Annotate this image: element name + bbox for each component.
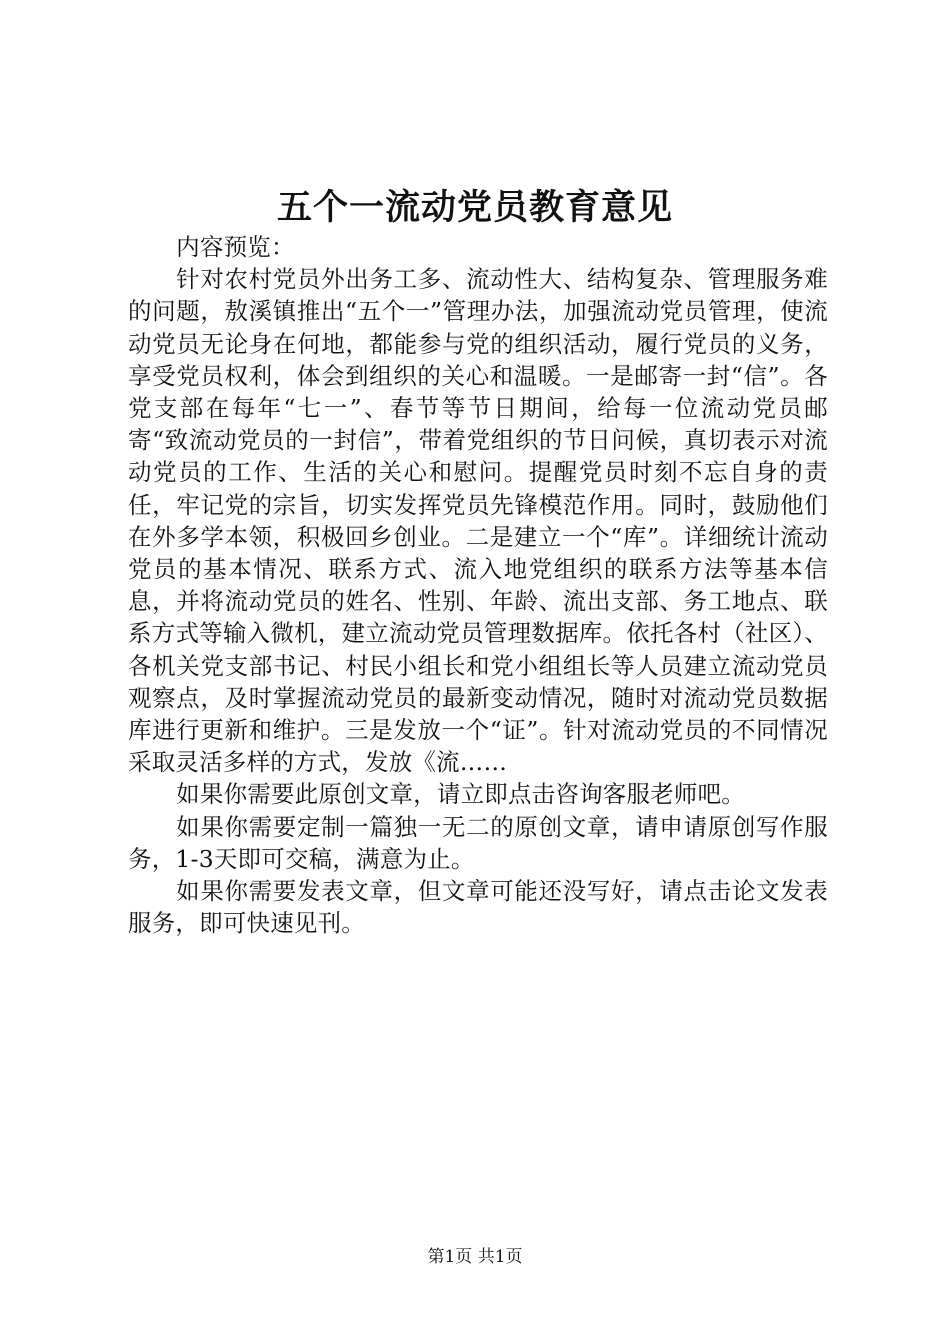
body-paragraph: 针对农村党员外出务工多、流动性大、结构复杂、管理服务难的问题，敖溪镇推出“五个一”管理办法，加强流动党员管理，使流动党员无论身在何地，都能参与党的组织活动，履行党员的义务，享受党员权利，体会到组织的关心和温暖。一是邮寄一封“信”。各党支部在每年“七一”、春节等节日期间，给每一位流动党员邮寄“致流动党员的一封信”，带着党组织的节日问候，真切表示对流动党员的工作、生活的关心和慰问。提醒党员时刻不忘自身的责任，牢记党的宗旨，切实发挥党员先锋模范作用。同时，鼓励他们在外多学本领，积极回乡创业。二是建立一个“库”。详细统计流动党员的基本情况、联系方式、流入地党组织的联系方法等基本信息，并将流动党员的姓名、性别、年龄、流出支部、务工地点、联系方式等输入微机，建立流动党员管理数据库。依托各村（社区）、各机关党支部书记、村民小组长和党小组组长等人员建立流动党员观察点，及时掌握流动党员的最新变动情况，随时对流动党员数据库进行更新和维护。三是发放一个“证”。针对流动党员的不同情况采取灵活多样的方式，发放《流…… [128,265,828,777]
page-number-footer: 第1页 共1页 [427,1247,523,1267]
notice-custom-paragraph: 如果你需要定制一篇独一无二的原创文章，请申请原创写作服务，1-3天即可交稿，满意为止。 [128,812,828,873]
notice-consult-paragraph: 如果你需要此原创文章，请立即点击咨询客服老师吧。 [176,780,745,809]
notice-publish-paragraph: 如果你需要发表文章，但文章可能还没写好，请点击论文发表服务，即可快速见刊。 [128,877,828,938]
document-content [128,231,828,939]
document-title: 五个一流动党员教育意见 [276,187,673,228]
preview-label: 内容预览： [176,233,295,261]
